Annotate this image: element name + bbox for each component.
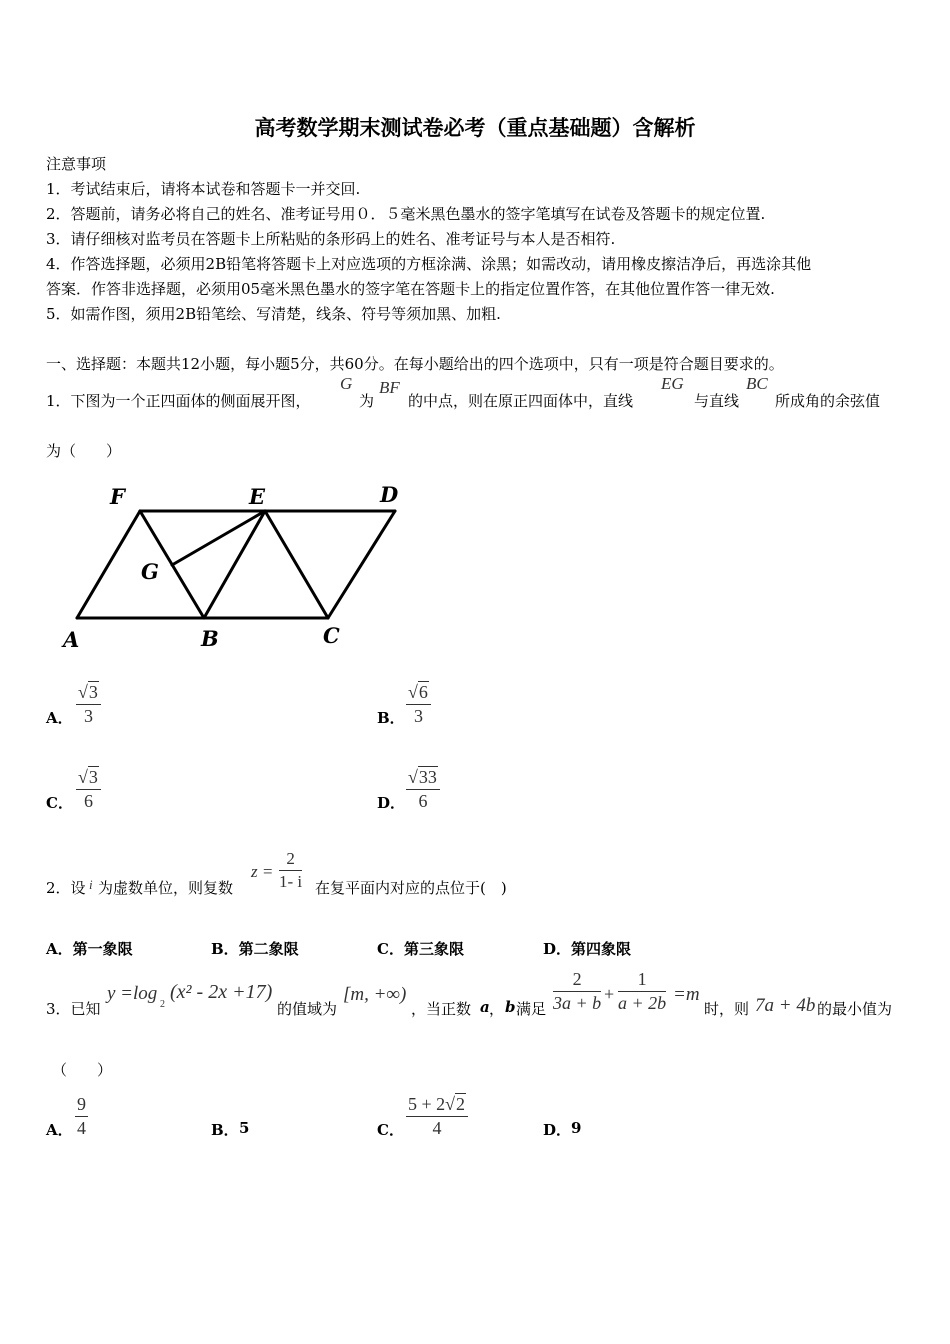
q3-option-c-label: C． xyxy=(377,1121,404,1139)
notes-heading: 注意事项 xyxy=(46,155,107,173)
q3-fraction-1: $\frac{2}{3a + b}$ xyxy=(553,969,602,1013)
note-item: 1．考试结束后，请将本试卷和答题卡一并交回. xyxy=(46,180,361,198)
q1-text-5: 所成角的余弦值 xyxy=(775,392,881,410)
q3-option-d-label: D． xyxy=(543,1121,572,1139)
q1-text-3: 的中点，则在原正四面体中，直线 xyxy=(408,392,634,410)
q2-option-c: C．第三象限 xyxy=(377,940,464,958)
q3-option-b-label: B． xyxy=(211,1121,239,1139)
q3-text-2: 的值域为 xyxy=(277,1000,338,1018)
q1-option-a-label: A． xyxy=(46,709,73,727)
q3-text-3: ，当正数 xyxy=(411,1000,472,1018)
q1-text-2: 为 xyxy=(359,392,375,410)
q1-text-1: 1．下图为一个正四面体的侧面展开图， xyxy=(46,392,311,410)
q1-option-c-value: $\frac{√3}{6}$ xyxy=(76,767,101,812)
q3-text-7: （ ） xyxy=(52,1061,113,1079)
q3-func: y =log xyxy=(107,983,158,1004)
q1-var-eg: EG xyxy=(661,374,684,393)
q2-var-z: z = xyxy=(251,862,274,881)
q3-range: [m, +∞) xyxy=(343,984,407,1005)
q1-option-b-label: B． xyxy=(377,709,405,727)
q3-expression: 7a + 4b xyxy=(755,995,816,1016)
q3-equals-m: =m xyxy=(673,984,700,1005)
q3-log-base: 2 xyxy=(160,999,165,1010)
q1-var-bf: BF xyxy=(379,378,400,397)
q3-var-a: a xyxy=(480,998,490,1016)
edge-af xyxy=(77,511,140,618)
note-item: 5．如需作图，须用2B铅笔绘、写清楚，线条、符号等须加黑、加粗. xyxy=(46,305,501,323)
q2-text-1: 2．设 xyxy=(46,879,86,897)
edge-cd xyxy=(328,511,395,618)
label-g: G xyxy=(141,559,159,584)
q1-option-d-label: D． xyxy=(377,794,406,812)
q3-fraction-2: $\frac{1}{a + 2b}$ xyxy=(618,969,667,1013)
q1-option-c-label: C． xyxy=(46,794,73,812)
q3-option-a-value: $\frac{9}{4}$ xyxy=(77,1094,86,1138)
q2-var-i: i xyxy=(89,877,93,892)
note-item: 3．请仔细核对监考员在答题卡上所粘贴的条形码上的姓名、准考证号与本人是否相符. xyxy=(46,230,616,248)
q2-text-3: 在复平面内对应的点位于( ) xyxy=(315,879,507,897)
q1-var-g: G xyxy=(340,374,353,393)
label-a: A xyxy=(63,627,80,652)
q1-var-bc: BC xyxy=(746,374,768,393)
note-item: 答案．作答非选择题，必须用05毫米黑色墨水的签字笔在答题卡上的指定位置作答，在其他位置作答一律无效. xyxy=(46,280,775,298)
q3-plus: + xyxy=(604,984,615,1004)
label-d: D xyxy=(380,482,399,507)
q3-option-b-value: 5 xyxy=(239,1119,250,1137)
q3-text-1: 3．已知 xyxy=(46,1000,101,1018)
q3-comma: ， xyxy=(489,1000,505,1018)
q2-text-2: 为虚数单位，则复数 xyxy=(98,879,234,897)
q3-log-arg: (x² - 2x +17) xyxy=(170,981,273,1003)
q3-option-a-label: A． xyxy=(46,1121,73,1139)
q2-option-a: A．第一象限 xyxy=(46,940,133,958)
label-b: B xyxy=(201,626,219,651)
label-e: E xyxy=(249,484,266,509)
q2-fraction: $\frac{2}{1- i}$ xyxy=(279,849,303,891)
page-title: 高考数学期末测试卷必考（重点基础题）含解析 xyxy=(254,116,696,140)
net-figure xyxy=(55,478,415,658)
q3-text-4: 满足 xyxy=(516,1000,547,1018)
label-c: C xyxy=(323,623,340,648)
q3-text-6: 的最小值为 xyxy=(817,1000,893,1018)
q3-text-5: 时，则 xyxy=(704,1000,750,1018)
q1-text-6: 为（ ） xyxy=(46,442,122,460)
q1-option-d-value: $\frac{√33}{6}$ xyxy=(406,767,440,812)
note-item: 2．答题前，请务必将自己的姓名、准考证号用０．５毫米黑色墨水的签字笔填写在试卷及答题卡的规定位置. xyxy=(46,205,766,223)
q2-option-d: D．第四象限 xyxy=(543,940,632,958)
q3-option-c-value: $\frac{5 + 2√2}{4}$ xyxy=(406,1094,468,1139)
q1-option-b-value: $\frac{√6}{3}$ xyxy=(406,682,431,727)
section-heading: 一、选择题：本题共12小题，每小题5分，共60分。在每小题给出的四个选项中，只有一项是符合题目要求的。 xyxy=(46,355,784,373)
edge-ec xyxy=(265,511,328,618)
q1-option-a-value: $\frac{√3}{3}$ xyxy=(76,682,101,727)
q1-text-4: 与直线 xyxy=(694,392,740,410)
q2-option-b: B．第二象限 xyxy=(211,940,299,958)
q3-var-b: b xyxy=(505,998,516,1016)
note-item: 4．作答选择题，必须用2B铅笔将答题卡上对应选项的方框涂满、涂黑；如需改动，请用橡皮擦洁净后，再选涂其他 xyxy=(46,255,812,273)
label-f: F xyxy=(110,484,125,509)
q3-option-d-value: 9 xyxy=(571,1119,582,1137)
